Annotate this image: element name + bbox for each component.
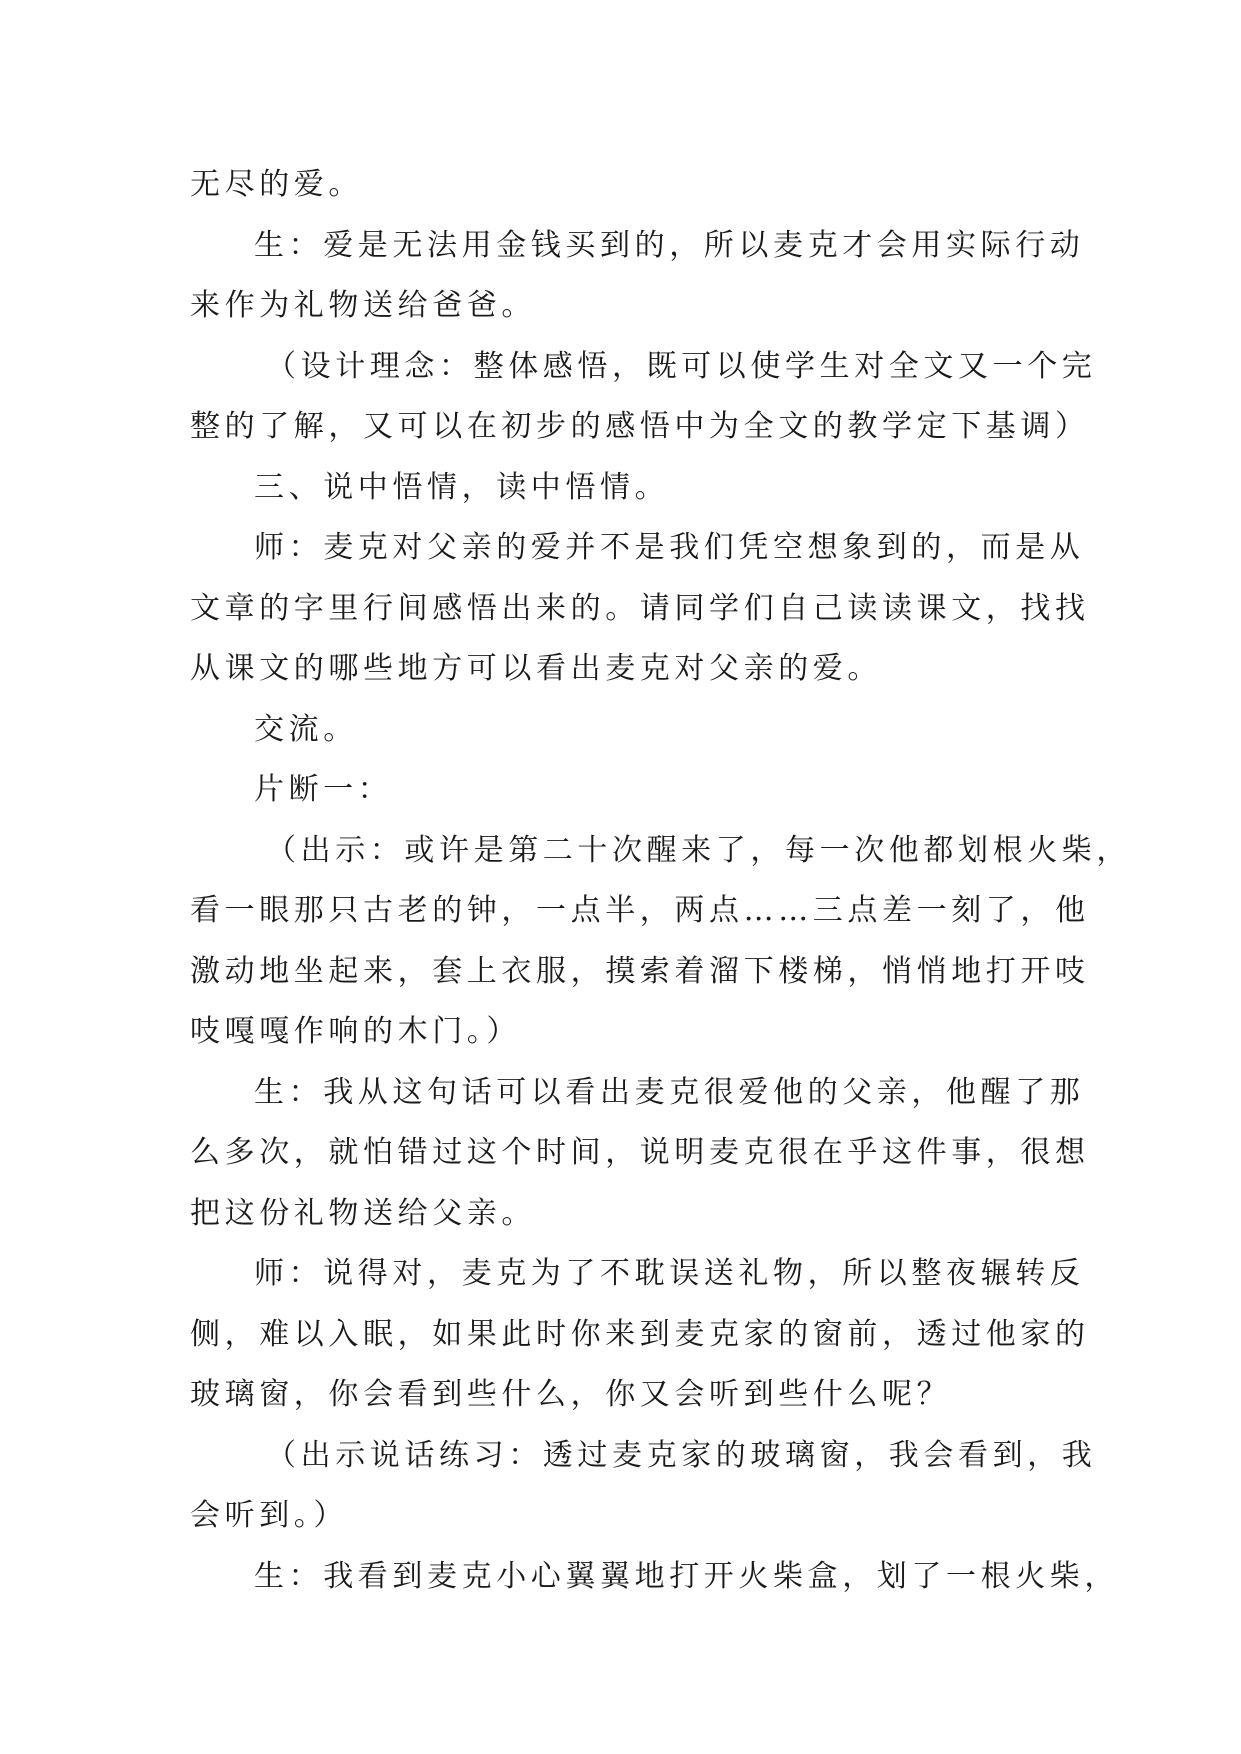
text-line: 从课文的哪些地方可以看出麦克对父亲的爱。 [190,651,882,686]
text-line: 看一眼那只古老的钟，一点半，两点……三点差一刻了，他 [190,893,1090,928]
text-line: 把这份礼物送给父亲。 [190,1195,536,1231]
text-line: 激动地坐起来，套上衣服，摸索着溜下楼梯，悄悄地打开吱 [190,953,1090,989]
text-line: 玻璃窗，你会看到些什么，你又会听到些什么呢？ [190,1377,952,1412]
text-line: 师：麦克对父亲的爱并不是我们凭空想象到的，而是从 [254,530,1085,565]
text-line: 来作为礼物送给爸爸。 [190,288,536,323]
text-line: 师：说得对，麦克为了不耽误送礼物，所以整夜辗转反 [254,1256,1085,1291]
text-line: （出示说话练习：透过麦克家的玻璃窗，我会看到，我 [266,1437,1097,1473]
text-line: （设计理念：整体感悟，既可以使学生对全文又一个完 [266,348,1097,384]
text-line: 整的了解，又可以在初步的感悟中为全文的教学定下基调） [190,409,1090,444]
text-line: （出示：或许是第二十次醒来了，每一次他都划根火柴， [266,832,1131,868]
text-line: 生：爱是无法用金钱买到的，所以麦克才会用实际行动 [254,227,1085,263]
text-line: 交流。 [254,711,358,747]
text-line: 会听到。） [190,1498,348,1533]
text-line: 文章的字里行间感悟出来的。请同学们自己读读课文，找找 [190,590,1090,626]
text-line: 生：我从这句话可以看出麦克很爱他的父亲，他醒了那 [254,1074,1085,1110]
text-line: 侧，难以入眠，如果此时你来到麦克家的窗前，透过他家的 [190,1316,1090,1352]
text-line: 生：我看到麦克小心翼翼地打开火柴盒，划了一根火柴， [254,1558,1119,1594]
text-line: 片断一： [254,772,393,807]
document-body [190,155,1131,1607]
section-heading: 三、说中悟情，读中悟情。 [254,469,670,505]
text-line: 么多次，就怕错过这个时间，说明麦克很在乎这件事，很想 [190,1135,1090,1170]
text-line: 无尽的爱。 [190,167,363,202]
text-line: 吱嘎嘎作响的木门。） [190,1014,521,1049]
